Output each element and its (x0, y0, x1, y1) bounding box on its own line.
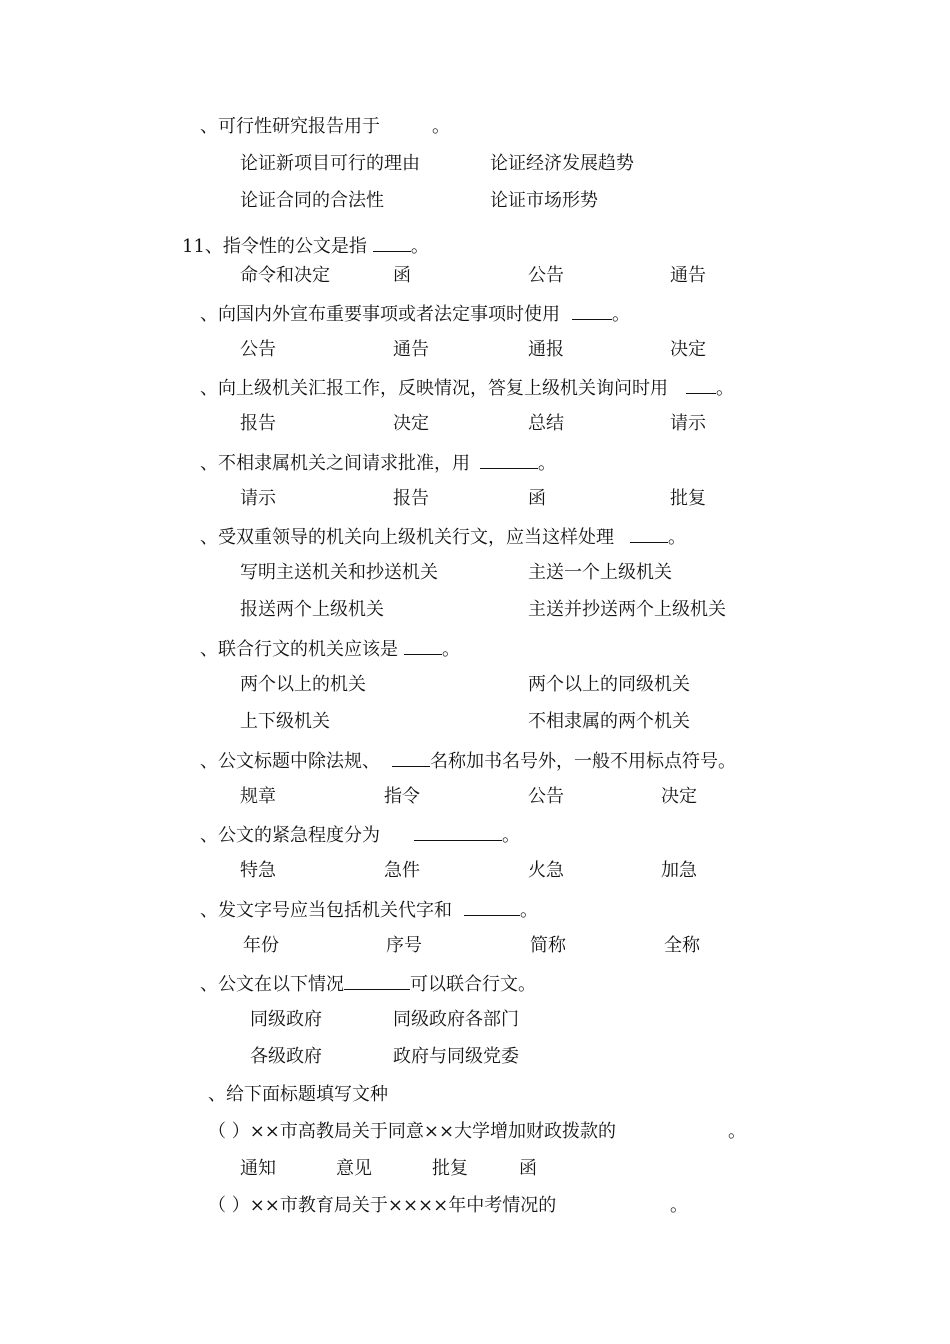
question-stem (200, 525, 686, 549)
option-c: 简称 (530, 935, 566, 956)
option-a: 命令和决定 (240, 265, 330, 286)
answer-blank (392, 749, 430, 767)
question-stem (200, 302, 630, 326)
answer-blank (686, 376, 716, 394)
option-b: 序号 (386, 935, 422, 956)
stem-text: 、公文的紧急程度分为 (200, 825, 380, 846)
stem-end: 名称加书名号外，一般不用标点符号。 (430, 751, 736, 772)
option-a: 报告 (240, 413, 276, 434)
option-d: 加急 (661, 860, 697, 881)
stem-end: 。 (670, 1195, 688, 1216)
question-stem (200, 823, 520, 847)
option-b: 两个以上的同级机关 (528, 674, 690, 695)
stem-end: 。 (716, 378, 734, 399)
option-a: 规章 (240, 786, 276, 807)
option-a: 论证新项目可行的理由 (240, 153, 420, 174)
question-stem: 、给下面标题填写文种 (208, 1084, 388, 1105)
option-c: 公告 (528, 265, 564, 286)
option-c: 公告 (528, 786, 564, 807)
stem-text: 、向国内外宣布重要事项或者法定事项时使用 (200, 304, 560, 325)
option-b: 指令 (384, 786, 420, 807)
option-a: 请示 (240, 488, 276, 509)
option-b: 报告 (393, 488, 429, 509)
answer-blank (464, 898, 520, 916)
option-d: 论证市场形势 (490, 190, 598, 211)
sub-question-1: （ ）××市高教局关于同意××大学增加财政拨款的 (208, 1121, 617, 1142)
question-stem (200, 898, 538, 922)
stem-text: 、受双重领导的机关向上级机关行文，应当这样处理 (200, 527, 614, 548)
option-b: 论证经济发展趋势 (490, 153, 634, 174)
stem-text: 、公文在以下情况 (200, 974, 344, 995)
option-d: 请示 (670, 413, 706, 434)
stem-end: 。 (432, 116, 450, 137)
option-b: 通告 (393, 339, 429, 360)
question-stem (200, 749, 736, 773)
question-stem (200, 451, 556, 475)
option-d: 决定 (661, 786, 697, 807)
question-stem (200, 972, 536, 996)
option-a: 写明主送机关和抄送机关 (240, 562, 438, 583)
stem-text: 、可行性研究报告用于 (200, 116, 380, 137)
stem-end: 。 (520, 900, 538, 921)
option-b: 决定 (393, 413, 429, 434)
question-stem (200, 637, 460, 661)
answer-blank (414, 823, 502, 841)
stem-text: 、联合行文的机关应该是 (200, 639, 398, 660)
option-c: 报送两个上级机关 (240, 599, 384, 620)
option-a: 同级政府 (250, 1009, 322, 1030)
answer-blank (404, 637, 442, 655)
option-b: 函 (393, 265, 411, 286)
option-d: 全称 (664, 935, 700, 956)
option-c: 函 (528, 488, 546, 509)
option-a: 通知 (240, 1158, 276, 1179)
option-c: 总结 (528, 413, 564, 434)
stem-end: 。 (502, 825, 520, 846)
option-d: 主送并抄送两个上级机关 (528, 599, 726, 620)
answer-blank (630, 525, 668, 543)
option-c: 上下级机关 (240, 711, 330, 732)
option-a: 公告 (240, 339, 276, 360)
stem-end: 。 (612, 304, 630, 325)
answer-blank (344, 972, 410, 990)
question-stem (200, 376, 734, 400)
option-b: 同级政府各部门 (393, 1009, 519, 1030)
option-a: 特急 (240, 860, 276, 881)
stem-text: 11、指令性的公文是指 (182, 236, 367, 257)
stem-end: 。 (538, 453, 556, 474)
option-c: 批复 (432, 1158, 468, 1179)
answer-blank (572, 302, 612, 320)
option-a: 年份 (243, 935, 279, 956)
stem-end: 。 (728, 1121, 746, 1142)
option-d: 通告 (670, 265, 706, 286)
question-stem (182, 234, 429, 258)
stem-text: 、不相隶属机关之间请求批准，用 (200, 453, 470, 474)
option-d: 不相隶属的两个机关 (528, 711, 690, 732)
answer-blank (480, 451, 538, 469)
option-c: 各级政府 (250, 1046, 322, 1067)
option-d: 批复 (670, 488, 706, 509)
option-b: 急件 (384, 860, 420, 881)
option-b: 意见 (336, 1158, 372, 1179)
option-c: 火急 (528, 860, 564, 881)
option-a: 两个以上的机关 (240, 674, 366, 695)
sub-question-2: （ ）××市教育局关于××××年中考情况的 (208, 1195, 557, 1216)
stem-text: 、公文标题中除法规、 (200, 751, 380, 772)
stem-end: 。 (668, 527, 686, 548)
option-b: 主送一个上级机关 (528, 562, 672, 583)
stem-text: 、发文字号应当包括机关代字和 (200, 900, 452, 921)
option-d: 决定 (670, 339, 706, 360)
question-stem (200, 116, 380, 138)
stem-text: 、向上级机关汇报工作，反映情况，答复上级机关询问时用 (200, 378, 668, 399)
stem-end: 。 (442, 639, 460, 660)
answer-blank (373, 234, 411, 252)
stem-end: 。 (410, 236, 429, 257)
option-d: 政府与同级党委 (393, 1046, 519, 1067)
option-d: 函 (519, 1158, 537, 1179)
option-c: 通报 (528, 339, 564, 360)
stem-end: 可以联合行文。 (410, 974, 536, 995)
option-c: 论证合同的合法性 (240, 190, 384, 211)
